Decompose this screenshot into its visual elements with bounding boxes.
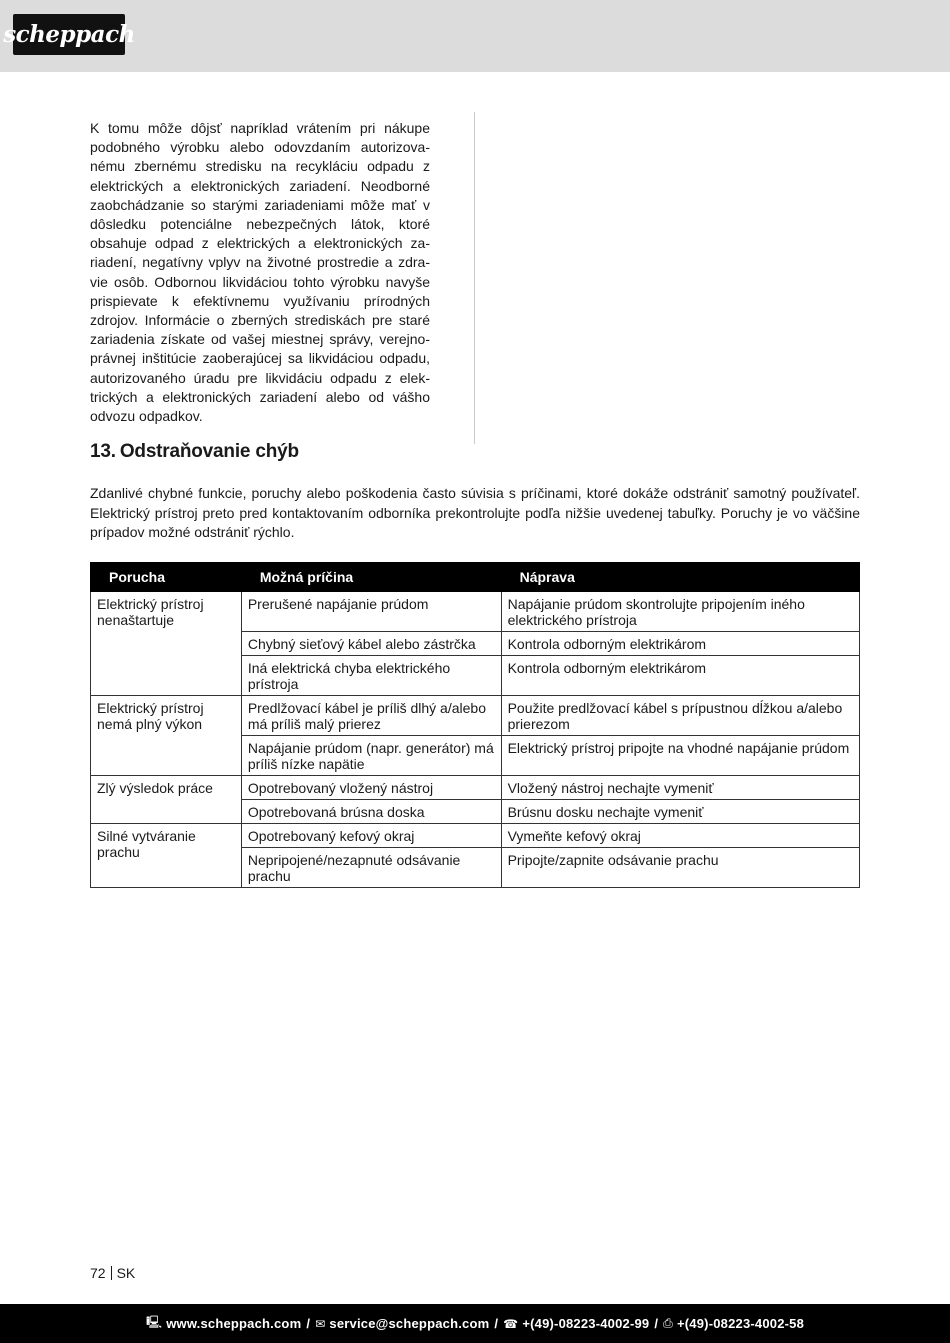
- page-number-value: 72: [90, 1265, 106, 1281]
- header-cause: Možná príčina: [241, 563, 501, 592]
- cause-cell: Napájanie prúdom (napr. generátor) má príliš nízke napätie: [241, 736, 501, 776]
- cause-cell: Opotrebovaný kefový okraj: [241, 824, 501, 848]
- footer-email-link[interactable]: service@scheppach.com: [329, 1316, 490, 1331]
- page-language: SK: [116, 1265, 136, 1281]
- cause-cell: Nepripojené/nezapnuté odsávanie prachu: [241, 848, 501, 888]
- table-row: [91, 824, 860, 848]
- scheppach-logo: scheppach: [13, 14, 125, 55]
- footer-phone: +(49)-08223-4002-99: [522, 1316, 650, 1331]
- fault-cell: Elektrický prístroj nemá plný výkon: [91, 696, 242, 776]
- fault-cell: Silné vytváranie prachu: [91, 824, 242, 888]
- page-number-separator: [111, 1266, 112, 1280]
- remedy-cell: Vložený nástroj nechajte vymeniť: [501, 776, 859, 800]
- remedy-cell: Pripojte/zapnite odsávanie prachu: [501, 848, 859, 888]
- header-remedy: Náprava: [501, 563, 859, 592]
- header-fault: Porucha: [91, 563, 242, 592]
- column-divider: [474, 112, 475, 444]
- footer-separator: /: [654, 1316, 659, 1331]
- footer-bar: [0, 1304, 950, 1343]
- table-row: [91, 776, 860, 800]
- cause-cell: Chybný sieťový kábel alebo zástrčka: [241, 632, 501, 656]
- fault-cell: Elektrický prístroj nenaštartuje: [91, 592, 242, 696]
- remedy-cell: Elektrický prístroj pripojte na vhodné napájanie prúdom: [501, 736, 859, 776]
- section-intro: Zdanlivé chybné funkcie, poruchy alebo poškodenia často súvisia s príčinami, ktoré dokáže odstrániť samotný používateľ. Elektrický prístroj preto pred kontaktovaním odborníka prekontrolujte podľa nižšie uvedenej tabuľky. Poruchy je vo väčšine prípadov možné odstrániť rýchlo.: [90, 485, 860, 540]
- footer-fax: +(49)-08223-4002-58: [676, 1316, 805, 1331]
- header-band: [0, 0, 950, 72]
- footer-web-link[interactable]: www.scheppach.com: [166, 1316, 302, 1331]
- footer-separator: /: [306, 1316, 311, 1331]
- cause-cell: Opotrebovaná brúsna doska: [241, 800, 501, 824]
- section-heading: [90, 441, 299, 463]
- page-number: [90, 1265, 135, 1281]
- remedy-cell: Kontrola odborným elektrikárom: [501, 656, 859, 696]
- remedy-cell: Vymeňte kefový okraj: [501, 824, 859, 848]
- remedy-cell: Brúsnu dosku nechajte vymeniť: [501, 800, 859, 824]
- remedy-cell: Použite predlžovací kábel s prípustnou dĺžkou a/alebo prierezom: [501, 696, 859, 736]
- computer-icon: 🖳: [145, 1315, 163, 1329]
- remedy-cell: Napájanie prúdom skontrolujte pripojením iného elektrického prístroja: [501, 592, 859, 632]
- cause-cell: Prerušené napájanie prúdom: [241, 592, 501, 632]
- table-header-row: [91, 563, 860, 592]
- cause-cell: Opotrebovaný vložený nástroj: [241, 776, 501, 800]
- telephone-icon: ☎: [503, 1316, 519, 1331]
- fault-cell: Zlý výsledok práce: [91, 776, 242, 824]
- table-row: [91, 696, 860, 736]
- disposal-paragraph: K tomu môže dôjsť napríklad vrátením pri nákupe podobného výrobku alebo odovzdaním autorizovanému zbernému stredisku na recykláciu odpadu z elektrických a elektronických zariadení. Neodborné zaobchádzanie so starými zariadeniami môže mať v dôsledku potenciálne nebezpečných látok, ktoré obsahuje odpad z elektrických a elektronických zariadení, negatívny vplyv na životné prostredie a zdravie osôb. Odbornou likvidáciou tohto výrobku navyše prispievate k efektívnemu využívaniu prírodných zdrojov. Informácie o zberných strediskách pre staré zariadenia získate od vašej miestnej správy, verejnoprávnej inštitúcie zaoberajúcej sa likvidáciou odpadu, autorizovaného úradu pre likvidáciu odpadu z elektrických a elektronických zariadení alebo od vášho odvozu odpadkov.: [90, 120, 430, 425]
- section-title-text: Odstraňovanie chýb: [119, 441, 299, 462]
- cause-cell: Predlžovací kábel je príliš dlhý a/alebo má príliš malý prierez: [241, 696, 501, 736]
- troubleshooting-table: [90, 562, 860, 888]
- cause-cell: Iná elektrická chyba elektrického prístroja: [241, 656, 501, 696]
- section-number: 13.: [90, 441, 116, 462]
- envelope-icon: ✉: [315, 1316, 326, 1331]
- footer-separator: /: [494, 1316, 499, 1331]
- table-row: [91, 592, 860, 632]
- fax-icon: ⎙: [663, 1316, 673, 1330]
- remedy-cell: Kontrola odborným elektrikárom: [501, 632, 859, 656]
